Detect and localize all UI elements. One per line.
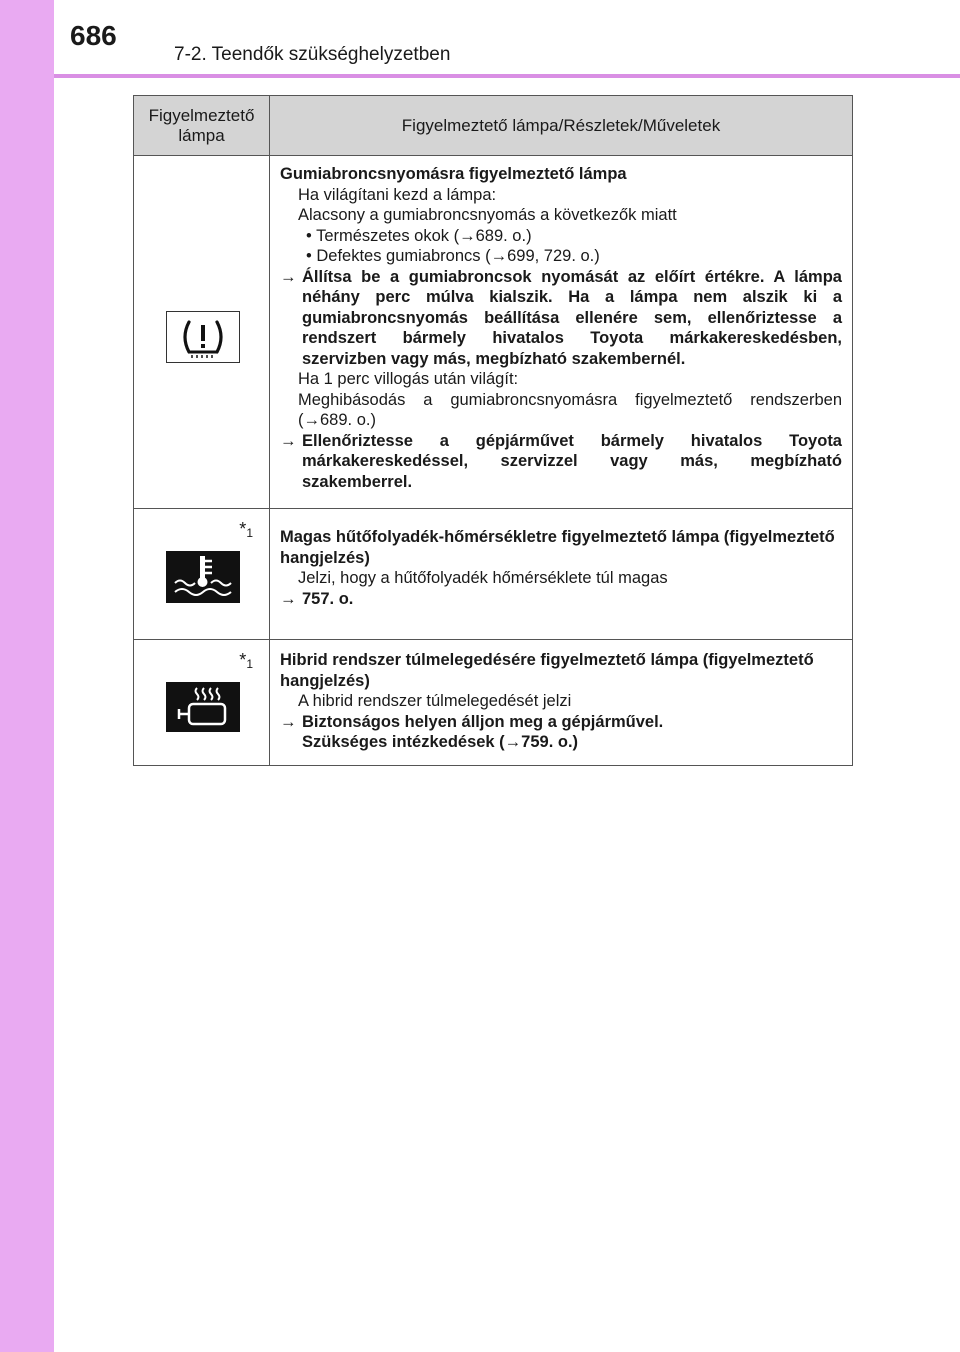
text-line: Alacsony a gumiabroncsnyomás a következők miatt <box>298 206 677 224</box>
coolant-temperature-icon <box>166 551 240 603</box>
text-line: Meghibásodás a gumiabroncsnyomásra figyelmeztető rendszerben (→689. o.) <box>298 390 842 429</box>
action-text: Állítsa be a gumiabroncsok nyomását az előírt értékre. A lámpa néhány perc múlva kialszik. Ha a lámpa nem alszik ki a gumiabroncsnyomás beállítása ellenére sem, ellenőriztesse a rendszert bármely hivatalos Toyota márkakereskedésben, szervizben vagy más, megbízható szakembernél. <box>302 267 842 368</box>
col1-header: Figyelmeztető lámpa <box>134 96 270 156</box>
text-line: Szükséges intézkedések (→759. o.) <box>302 733 579 751</box>
action-line <box>280 712 842 733</box>
description-cell <box>270 509 853 640</box>
footnote-marker: $*_1$ <box>239 650 253 671</box>
action-text: 757. o. <box>302 589 354 608</box>
action-text: Biztonságos helyen álljon meg a gépjárművel. <box>302 712 664 731</box>
header-rule <box>54 74 960 78</box>
page-number: 686 <box>70 20 117 51</box>
arrow-icon: → <box>280 712 297 731</box>
action-line <box>280 431 842 493</box>
action-text: Ellenőriztesse a gépjárművet bármely hivatalos Toyota márkakereskedéssel, szervizzel vagy más, megbízható szakemberrel. <box>302 431 842 491</box>
text-line: Jelzi, hogy a hűtőfolyadék hőmérséklete túl magas <box>298 569 668 587</box>
text-line: Ha világítani kezd a lámpa: <box>298 185 497 204</box>
footnote-marker: $*_1$ <box>239 519 253 540</box>
text-line: A hibrid rendszer túlmelegedését jelzi <box>298 692 572 710</box>
arrow-icon: → <box>280 267 297 286</box>
warning-lamp-table <box>133 95 853 766</box>
col2-header: Figyelmeztető lámpa/Részletek/Műveletek <box>270 96 853 156</box>
hybrid-overheat-icon <box>166 682 240 732</box>
tire-pressure-warning-icon <box>166 311 240 363</box>
action-line <box>280 589 842 610</box>
description-cell <box>270 156 853 509</box>
lamp-cell <box>134 156 270 509</box>
lamp-title: Magas hűtőfolyadék-hőmérsékletre figyelmeztető lámpa (figyelmeztető hangjelzés) <box>280 528 835 567</box>
arrow-icon: → <box>280 431 297 450</box>
bullet-item: • Defektes gumiabroncs (→699, 729. o.) <box>306 247 600 265</box>
action-line <box>280 267 842 370</box>
section-title: 7-2. Teendők szükséghelyzetben <box>174 44 451 65</box>
description-cell <box>270 640 853 766</box>
table-row <box>134 156 853 509</box>
table-header-row <box>134 96 853 156</box>
lamp-title: Hibrid rendszer túlmelegedésére figyelmeztető lámpa (figyelmeztető hangjelzés) <box>280 651 814 690</box>
table-row <box>134 509 853 640</box>
text-line: Ha 1 perc villogás után világít: <box>298 370 519 388</box>
table-row <box>134 640 853 766</box>
lamp-cell <box>134 509 270 640</box>
arrow-icon: → <box>280 589 297 608</box>
lamp-title: Gumiabroncsnyomásra figyelmeztető lámpa <box>280 165 627 183</box>
side-strip <box>0 0 54 1352</box>
bullet-item: • Természetes okok (→689. o.) <box>306 226 532 245</box>
lamp-cell <box>134 640 270 766</box>
